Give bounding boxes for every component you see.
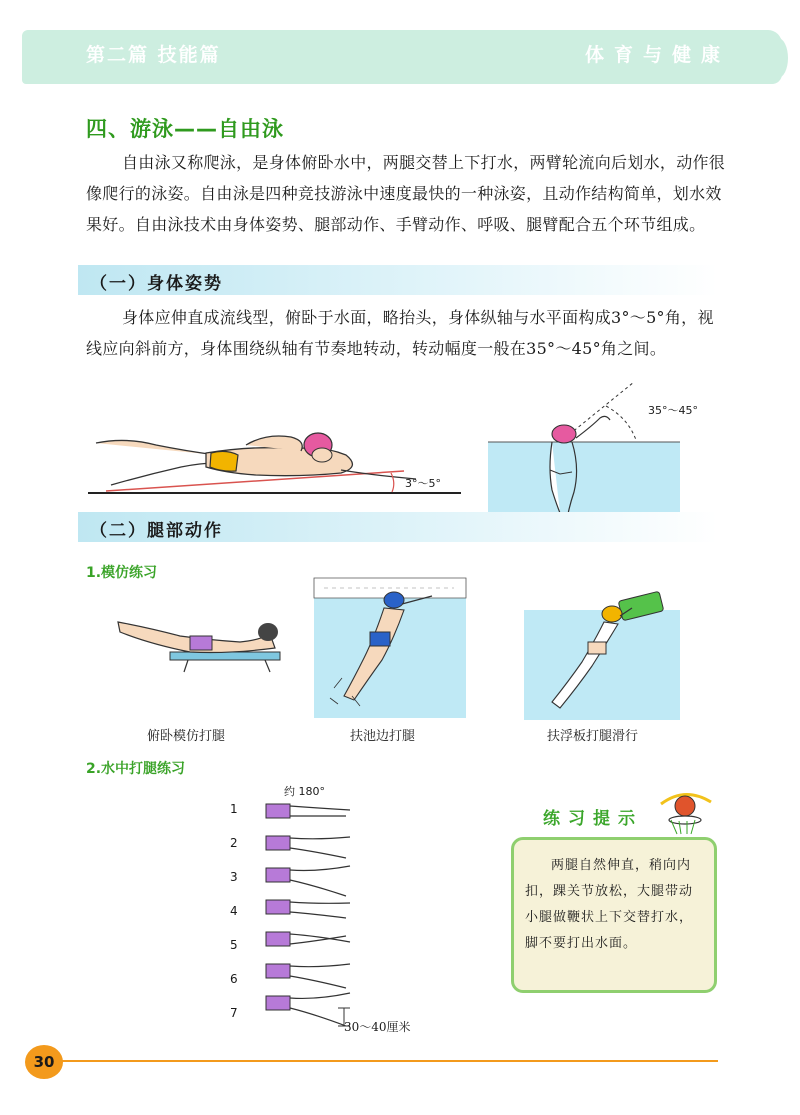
caption-prone-kick: 俯卧模仿打腿 bbox=[147, 729, 226, 744]
subheading-legs bbox=[78, 512, 718, 542]
figure-kickboard-glide bbox=[524, 592, 680, 720]
caption-wall-kick: 扶池边打腿 bbox=[350, 729, 416, 744]
fig2-angle-label: 35°～45° bbox=[648, 404, 698, 417]
section-title: 四、游泳——自由泳 bbox=[86, 117, 284, 141]
footer-line bbox=[60, 1060, 718, 1062]
exercise-1-title: 1.模仿练习 bbox=[86, 565, 158, 581]
sequence-leg-drawing bbox=[266, 993, 350, 1026]
sequence-leg-drawing bbox=[266, 804, 350, 818]
sequence-step-number: 7 bbox=[230, 1006, 238, 1020]
exercise-2-title: 2.水中打腿练习 bbox=[86, 761, 186, 777]
caption-kickboard-glide: 扶浮板打腿滑行 bbox=[547, 729, 639, 744]
posture-paragraph: 身体应伸直成流线型，俯卧于水面，略抬头，身体纵轴与水平面构成3°～5°角，视线应向斜前方，身体围绕纵轴有节奏地转动，转动幅度一般在35°～45°角之间。 bbox=[86, 308, 714, 358]
sequence-angle-label: 约 180° bbox=[284, 785, 325, 798]
sequence-leg-drawing bbox=[266, 866, 350, 896]
sequence-step-number: 1 bbox=[230, 802, 238, 816]
book-title: 体育与健康 bbox=[584, 44, 730, 66]
subheading-posture bbox=[78, 265, 718, 295]
sequence-leg-drawing bbox=[266, 836, 350, 858]
sequence-step-number: 5 bbox=[230, 938, 238, 952]
page-number: 30 bbox=[25, 1045, 63, 1079]
subheading-legs-label: （二）腿部动作 bbox=[90, 521, 223, 541]
figure-rotation-angle bbox=[488, 378, 688, 523]
tips-text: 两腿自然伸直，稍向内扣，踝关节放松，大腿带动小腿做鞭状上下交替打水，脚不要打出水面。 bbox=[525, 858, 694, 951]
basketball-hoop-icon bbox=[655, 790, 715, 836]
fig1-angle-label: 3°～5° bbox=[405, 477, 441, 490]
sequence-leg-drawing bbox=[266, 900, 350, 918]
sequence-leg-drawing bbox=[266, 932, 350, 946]
figure-prone-kick bbox=[110, 610, 290, 675]
sequence-step-number: 2 bbox=[230, 836, 238, 850]
subheading-posture-label: （一）身体姿势 bbox=[90, 274, 223, 294]
sequence-step-number: 6 bbox=[230, 972, 238, 986]
intro-paragraph: 自由泳又称爬泳，是身体俯卧水中，两腿交替上下打水，两臂轮流向后划水，动作很像爬行的泳姿。自由泳是四种竞技游泳中速度最快的一种泳姿，且动作结构简单，划水效果好。自由泳技术由身体姿势、腿部动作、手臂动作、呼吸、腿臂配合五个环节组成。 bbox=[86, 153, 726, 234]
sequence-step-number: 3 bbox=[230, 870, 238, 884]
chapter-label: 第二篇 技能篇 bbox=[86, 44, 221, 66]
figure-wall-kick bbox=[314, 578, 466, 718]
tips-heading: 练习提示 bbox=[543, 809, 643, 829]
figure-kick-sequence bbox=[262, 798, 362, 1030]
sequence-distance-label: 30～40厘米 bbox=[344, 1020, 411, 1034]
sequence-step-number: 4 bbox=[230, 904, 238, 918]
sequence-leg-drawing bbox=[266, 964, 350, 988]
